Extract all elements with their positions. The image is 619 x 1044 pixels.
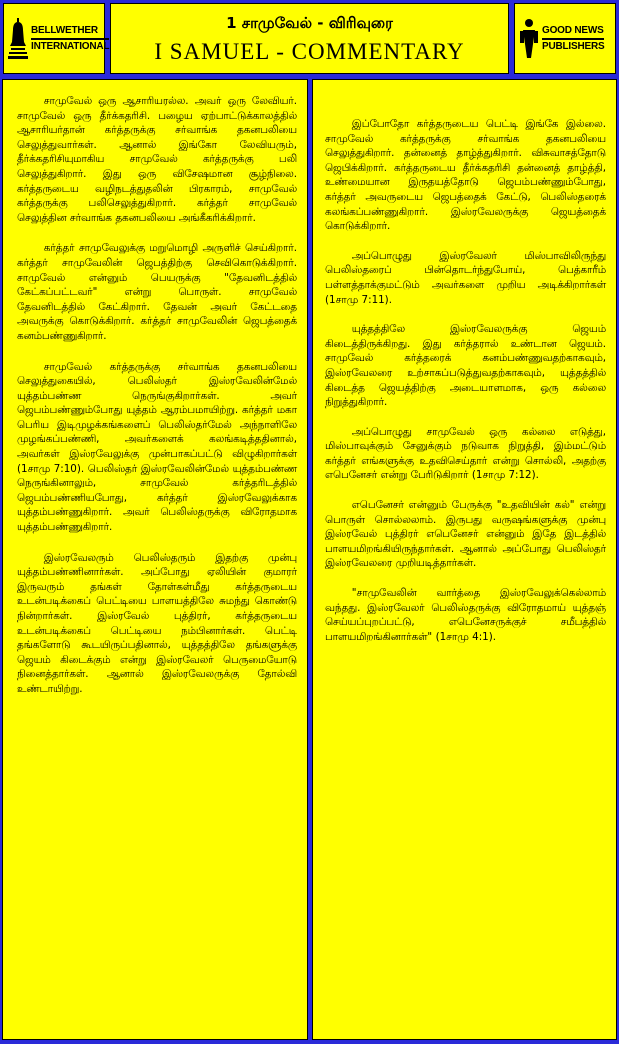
paragraph: கர்த்தர் சாமுவேலுக்கு மறுமொழி அருளிச் செய்கிறார். கர்த்தர் சாமுவேலின் ஜெபத்திற்கு செவிகொடுக்கிறார். சாமுவேல் என்னும் பெயருக்கு "தேவனிடத்தில் கேட்கப்பட்டவர்" என்று பொருள். சாமுவேல் தேவனிடத்தில் கேட்கிறார். தேவன் அவர் கேட்டதை அவருக்கு கொடுக்கிறார். கர்த்தர் சாமுவேலின் ஜெபத்தைக் கனம்பண்ணுகிறார். bbox=[17, 242, 297, 342]
paragraph: சாமுவேல் ஒரு ஆசாரியரல்ல. அவர் ஒரு லேவியர். சாமுவேல் ஒரு தீர்க்கதரிசி. பழைய ஏற்பாட்டுக்காலத்தில் ஆசாரியர்தான் கர்த்தருக்கு சர்வாங்க தகனபலியை செலுத்துவார்கள். ஆனால் இங்கோ லேவியரும், தீர்க்கதரிசியுமாகிய சாமுவேல் கர்த்தருக்கு பலி செலுத்துகிறார். இது ஒரு விசேஷமான சூழ்நிலை. கர்த்தருடைய வழிநடத்துதலின் பிரகாரம், சாமுவேல் கர்த்தருக்கு பலிசெலுத்துகிறார். கர்த்தர் சாமுவேல் செலுத்தின சர்வாங்க தகனபலியை அங்கீகரிக்கிறார். bbox=[17, 95, 297, 224]
paragraph: இப்போதோ கர்த்தருடைய பெட்டி இங்கே இல்லை. சாமுவேல் கர்த்தருக்கு சர்வாங்க தகனபலியை செலுத்துகிறார். தன்னைத் தாழ்த்துகிறார். விசுவாசத்தோடு ஜெபிக்கிறார். கர்த்தருடைய தீர்க்கதரிசி தன்னைத் தாழ்த்தி, உண்மையான இருதயத்தோடு ஜெபம்பண்ணும்போது, கர்த்தர் அவருடைய ஜெபத்தைக் கேட்டு, பெலிஸ்தரைக் கலங்கப்பண்ணுகிறார். இஸ்ரவேலருக்கு ஜெயத்தைக் கொடுக்கிறார். bbox=[325, 118, 606, 233]
logo-left-line-2: INTERNATIONAL bbox=[31, 40, 110, 52]
paragraph: சாமுவேல் கர்த்தருக்கு சர்வாங்க தகனபலியை செலுத்துகையில், பெலிஸ்தர் இஸ்ரவேலின்மேல் யுத்தம்பண்ண நெருங்குகிறார்கள். அவர் ஜெபம்பண்ணும்போது யுத்தம் ஆரம்பமாயிற்று. கர்த்தர் மகா பெரிய இடிமுழக்கங்களைப் பெலிஸ்தர்மேல் அந்நாளிலே முழங்கப்பண்ணி, அவர்களைக் கலங்கடித்ததினால், அவர்கள் இஸ்ரவேலுக்கு முன்பாகப்பட்டு விழுகிறார்கள் (1சாமு 7:10). பெலிஸ்தர் இஸ்ரவேலின்மேல் யுத்தம்பண்ண நெருங்கினாலும், சாமுவேல் கர்த்தரிடத்தில் ஜெபம்பண்ணியபோது, கர்த்தர் இஸ்ரவேலுக்காக யுத்தம்பண்ணுகிறார். அவர் பெலிஸ்தருக்கு விரோதமாக யுத்தம்பண்ணுகிறார். bbox=[17, 360, 297, 534]
paragraph: "சாமுவேலின் வார்த்தை இஸ்ரவேலுக்கெல்லாம் வந்தது. இஸ்ரவேலர் பெலிஸ்தருக்கு விரோதமாய் யுத்தஞ் செய்யப்புறப்பட்டு, எபெனேசருக்குச் சமீபத்தில் பாளயமிறங்கினார்கள்" (1சாமு 4:1). bbox=[325, 587, 606, 643]
bellwether-logo bbox=[3, 3, 110, 74]
logo-right-line-1: GOOD NEWS bbox=[542, 24, 604, 40]
title-english: I SAMUEL - COMMENTARY bbox=[154, 39, 465, 64]
paragraph: அப்பொழுது சாமுவேல் ஒரு கல்லை எடுத்து, மிஸ்பாவுக்கும் சேனுக்கும் நடுவாக நிறுத்தி, இம்மட்டும் கர்த்தர் எங்களுக்கு உதவிசெய்தார் என்று சொல்லி, அதற்கு எபெனேசர் என்று பேரிடுகிறார் (1சாமு 7:12). bbox=[325, 425, 606, 482]
paragraph: அப்பொழுது இஸ்ரவேலர் மிஸ்பாவிலிருந்து பெலிஸ்தரைப் பின்தொடர்ந்துபோய், பெத்காரீம் பள்ளத்தாக்குமட்டும் அவர்களை முறிய அடிக்கிறார்கள் (1சாமு 7:11). bbox=[325, 249, 606, 306]
bell-icon bbox=[8, 18, 28, 60]
good-news-logo bbox=[514, 3, 616, 74]
title-tamil: 1 சாமுவேல் - விரிவுரை bbox=[226, 14, 393, 32]
logo-right-line-2: PUBLISHERS bbox=[542, 40, 605, 52]
paragraph: எபெனேசர் என்னும் பேருக்கு "உதவியின் கல்" என்று பொருள் சொல்லலாம். இருபது வருஷங்களுக்கு முன்பு இஸ்ரவேல் புத்திரர் எபெனேசர் என்னும் இதே இடத்தில் பாளயமிறங்கியிருந்தார்கள். ஆனால் அப்போது பெலிஸ்தர் இஸ்ரவேலரை முறியடித்தார்கள். bbox=[325, 499, 606, 570]
paragraph: யுத்தத்திலே இஸ்ரவேலருக்கு ஜெயம் கிடைத்திருக்கிறது. இது கர்த்தரால் உண்டான ஜெயம். சாமுவேல் கர்த்தரைக் கனம்பண்ணுவதற்காகவும், இஸ்ரவேலரை உற்சாகப்படுத்துவதற்காகவும், யுத்தத்தில் கிடைத்த ஜெயத்திற்கு அடையாளமாக, ஒரு கல்லை நிறுத்துகிறார். bbox=[325, 323, 606, 409]
left-column bbox=[2, 79, 308, 1040]
figure-icon bbox=[519, 18, 539, 60]
logo-left-line-1: BELLWETHER bbox=[31, 24, 109, 40]
right-column bbox=[312, 79, 617, 1040]
title-box bbox=[110, 3, 509, 74]
paragraph: இஸ்ரவேலரும் பெலிஸ்தரும் இதற்கு முன்பு யுத்தம்பண்ணினார்கள். அப்போது ஏலியின் குமாரர் இருவரும் தங்கள் தோள்கள்மீது கர்த்தருடைய உடன்படிக்கைப் பெட்டியை பாளயத்திலே சுமந்து கொண்டு நின்றார்கள். இஸ்ரவேல் புத்திரர், கர்த்தருடைய உடன்படிக்கைப் பெட்டியை நம்பினார்கள். பெட்டி தங்களோடு கூடயிருப்பதினால், யுத்தத்திலே தங்களுக்கு ஜெயம் கிடைக்கும் என்று இஸ்ரவேலர் பெருமையோடு நினைத்தார்கள். ஆனால் இஸ்ரவேலருக்கு தோல்வி உண்டாயிற்று. bbox=[17, 551, 297, 695]
header bbox=[0, 0, 619, 79]
